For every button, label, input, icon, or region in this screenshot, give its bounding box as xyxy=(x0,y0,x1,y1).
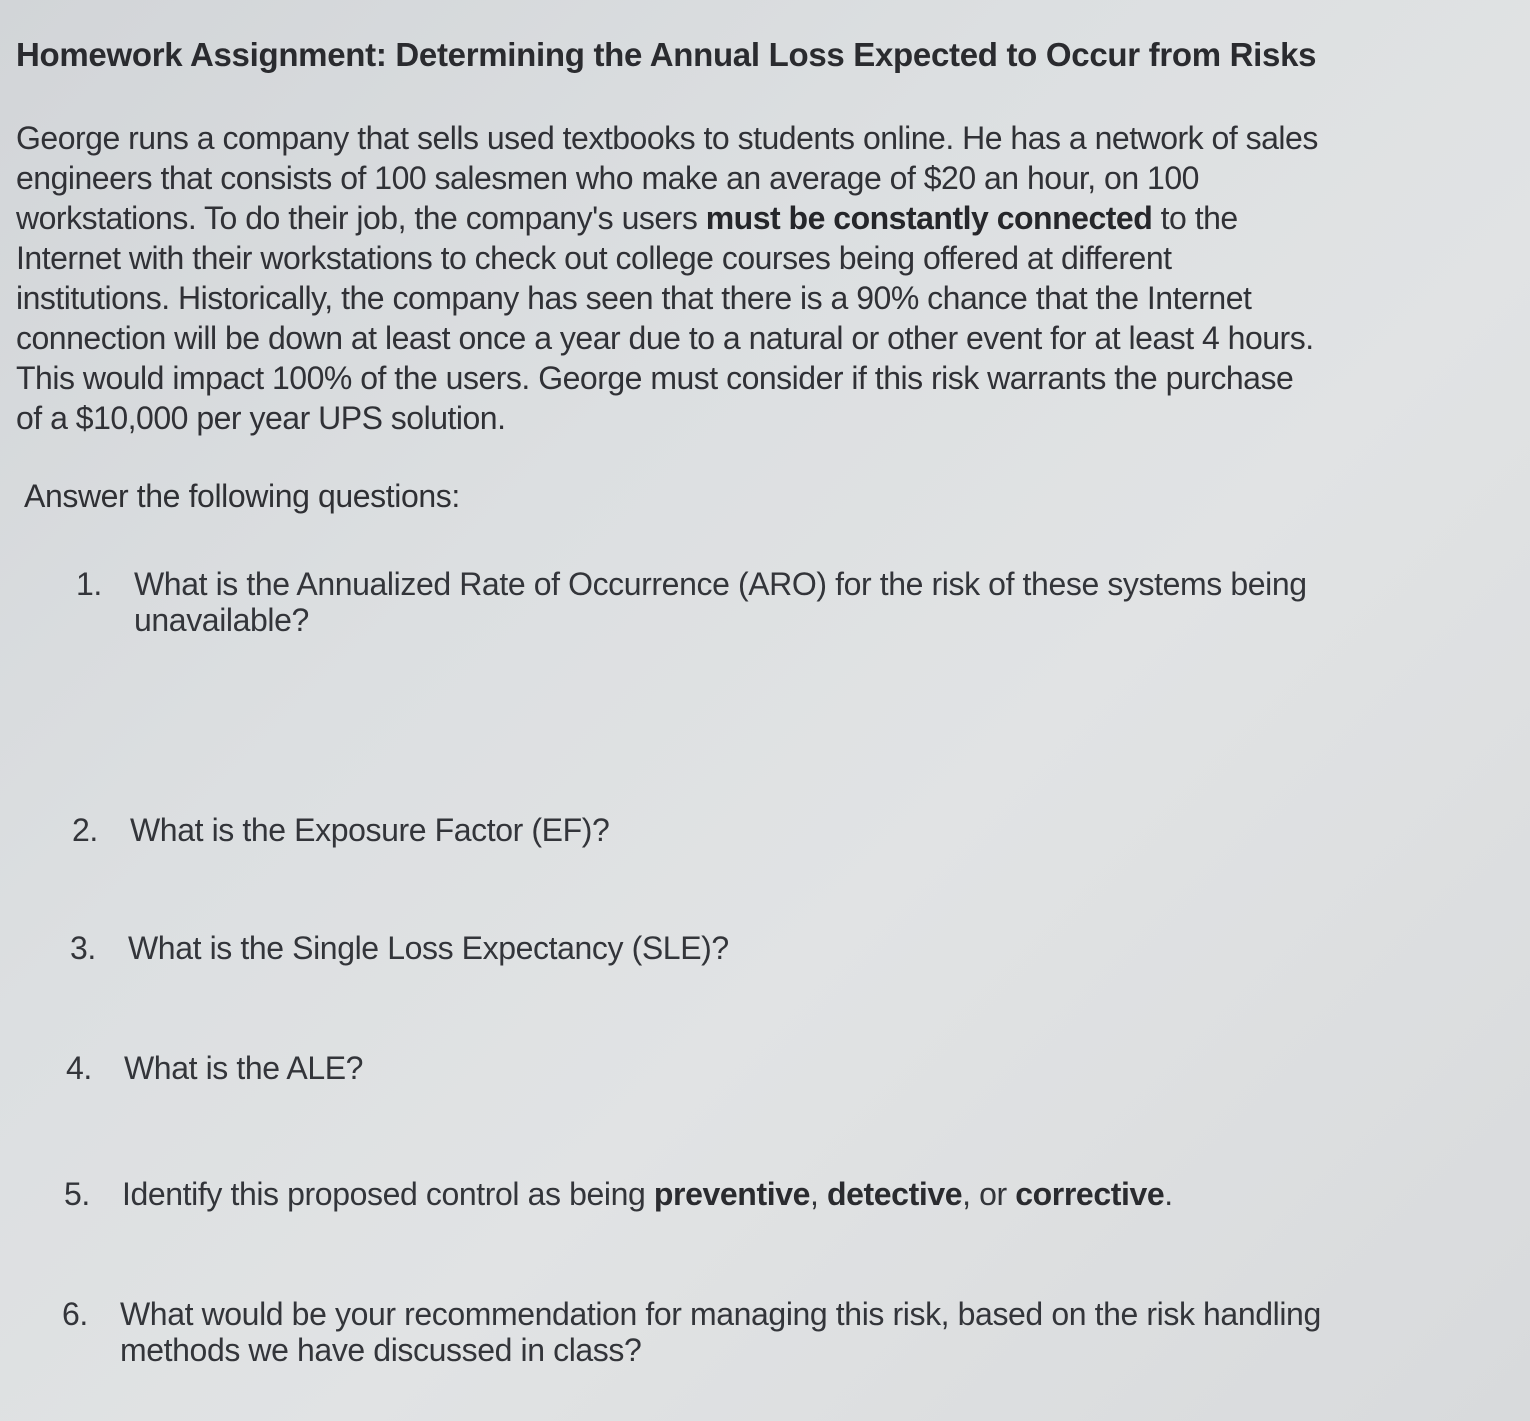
option-corrective: corrective xyxy=(1015,1176,1165,1212)
question-line: What is the Single Loss Expectancy (SLE)? xyxy=(128,930,729,966)
question-number: 3. xyxy=(70,930,96,966)
question-fragment: Identify this proposed control as being xyxy=(122,1176,654,1212)
question-text xyxy=(124,1050,1504,1086)
question-text xyxy=(130,812,1510,848)
scenario-line: of a $10,000 per year UPS solution. xyxy=(16,400,506,436)
question-fragment: . xyxy=(1164,1176,1173,1212)
question-line xyxy=(122,1176,1502,1212)
question-text xyxy=(120,1296,1500,1368)
scenario-line: institutions. Historically, the company has seen that there is a 90% chance that the Internet xyxy=(16,280,1252,316)
question-text xyxy=(128,930,1508,966)
question-text xyxy=(122,1176,1502,1212)
scenario-line: engineers that consists of 100 salesmen who make an average of $20 an hour, on 100 xyxy=(16,160,1199,196)
question-line: What would be your recommendation for managing this risk, based on the risk handling xyxy=(120,1296,1321,1332)
option-preventive: preventive xyxy=(653,1176,810,1212)
question-number: 1. xyxy=(76,566,102,602)
question-line: unavailable? xyxy=(134,602,309,638)
scenario-line: Internet with their workstations to check out college courses being offered at different xyxy=(16,240,1172,276)
question-line: What is the Annualized Rate of Occurrence (ARO) for the risk of these systems being xyxy=(134,566,1307,602)
option-detective: detective xyxy=(826,1176,963,1212)
question-number: 6. xyxy=(62,1296,88,1332)
scenario-line: connection will be down at least once a year due to a natural or other event for at least 4 hours. xyxy=(16,320,1314,356)
question-line: methods we have discussed in class? xyxy=(120,1332,642,1368)
questions-prompt: Answer the following questions: xyxy=(24,478,460,514)
question-number: 2. xyxy=(72,812,98,848)
scenario-line: George runs a company that sells used textbooks to students online. He has a network of sales xyxy=(16,120,1318,156)
assignment-title: Homework Assignment: Determining the Annual Loss Expected to Occur from Risks xyxy=(16,36,1317,73)
question-fragment: , xyxy=(810,1176,827,1212)
question-text xyxy=(134,566,1514,638)
question-line: What is the Exposure Factor (EF)? xyxy=(130,812,610,848)
question-number: 4. xyxy=(66,1050,92,1086)
emphasis-text: must be constantly connected xyxy=(705,200,1153,236)
scenario-text: to the xyxy=(1152,200,1238,236)
scenario-line xyxy=(16,198,1506,238)
scenario-text: workstations. To do their job, the company's users xyxy=(16,200,706,236)
scenario-line: This would impact 100% of the users. George must consider if this risk warrants the purchase xyxy=(16,360,1294,396)
scenario-paragraph xyxy=(16,118,1506,438)
question-number: 5. xyxy=(64,1176,90,1212)
question-line: What is the ALE? xyxy=(124,1050,364,1086)
question-fragment: , or xyxy=(962,1176,1016,1212)
